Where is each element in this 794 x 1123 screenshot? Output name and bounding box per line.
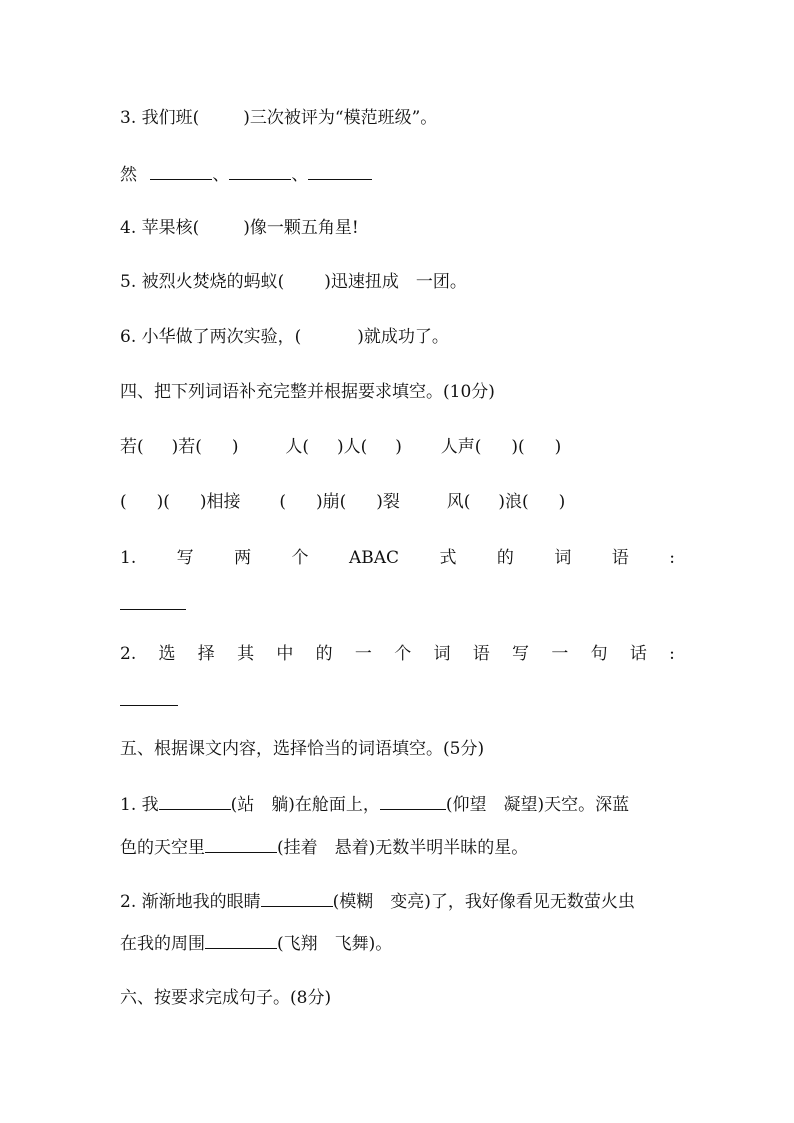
section-6-heading: 六、按要求完成句子。(8分) <box>120 988 332 1008</box>
s5-text: (飞翔 飞舞)。 <box>277 934 393 954</box>
s5-text: 1. 我 <box>120 795 159 815</box>
s5-text: (模糊 变亮)了，我好像看见无数萤火虫 <box>332 892 635 912</box>
q1-answer-blank[interactable] <box>120 592 186 610</box>
idiom-3-part-a: 人声( <box>440 437 482 457</box>
section-4-heading: 四、把下列词语补充完整并根据要求填空。(10分) <box>120 382 495 402</box>
s5-text: 在我的周围 <box>120 934 205 954</box>
q2-answer-line[interactable] <box>120 688 178 712</box>
q2-char: 个 <box>394 644 412 664</box>
s5-blank-1[interactable] <box>159 792 231 810</box>
q6-suffix: )就成功了。 <box>357 327 449 347</box>
ran-sep-2: 、 <box>291 165 309 185</box>
section-5-heading: 五、根据课文内容，选择恰当的词语填空。(5分) <box>120 739 485 759</box>
idiom-4-part-a: ( <box>120 492 127 512</box>
q5-prefix: 5. 被烈火焚烧的蚂蚁( <box>120 272 285 292</box>
idiom-1-part-a: 若( <box>120 437 144 457</box>
idiom-6-part-b: )浪( <box>498 492 529 512</box>
idiom-row-1 <box>120 435 561 459</box>
ran-blank-3[interactable] <box>308 162 372 180</box>
ran-label: 然 <box>120 165 137 185</box>
q2-char: 写 <box>512 644 530 664</box>
q2-answer-blank[interactable] <box>120 688 178 706</box>
section-5-line-3 <box>120 889 635 913</box>
q2-char: 择 <box>197 644 215 664</box>
q2-char: 词 <box>433 644 451 664</box>
s5-blank-3[interactable] <box>205 835 277 853</box>
q1-answer-line[interactable] <box>120 592 186 616</box>
idiom-3-part-c: ) <box>554 437 562 457</box>
ran-blank-1[interactable] <box>150 162 212 180</box>
section-5-line-4 <box>120 931 392 955</box>
q1-char: 写 <box>176 548 194 568</box>
q2-char: 一 <box>354 644 372 664</box>
q2-char: 其 <box>237 644 255 664</box>
q1-char: ABAC <box>348 548 400 568</box>
idiom-1-part-c: ) <box>231 437 239 457</box>
q4-suffix: )像一颗五角星! <box>243 218 359 238</box>
question-6 <box>120 325 449 349</box>
q2-char: 语 <box>472 644 490 664</box>
section-4-question-2 <box>120 642 675 666</box>
q6-prefix: 6. 小华做了两次实验，( <box>120 327 302 347</box>
q1-char: 式 <box>439 548 457 568</box>
q3-prefix: 3. 我们班( <box>120 108 200 128</box>
q1-char: 的 <box>496 548 514 568</box>
q4-prefix: 4. 苹果核( <box>120 218 200 238</box>
q2-char: 一 <box>551 644 569 664</box>
s5-text: (仰望 凝望)天空。深蓝 <box>445 795 630 815</box>
idiom-2-part-c: ) <box>395 437 402 457</box>
q1-char: 两 <box>234 548 252 568</box>
idiom-6-part-a: 风( <box>446 492 471 512</box>
idiom-3-part-b: )( <box>511 437 525 457</box>
question-5 <box>120 270 467 294</box>
s5-text: 色的天空里 <box>120 838 205 858</box>
q3-suffix: )三次被评为“模范班级”。 <box>243 108 438 128</box>
s5-blank-2[interactable] <box>380 792 446 810</box>
idiom-5-part-a: ( <box>279 492 286 512</box>
idiom-5-part-c: )裂 <box>376 492 400 512</box>
q1-char: 个 <box>291 548 309 568</box>
q2-char: 2. <box>120 644 137 664</box>
q2-char: 选 <box>158 644 176 664</box>
idiom-6-part-c: ) <box>558 492 566 512</box>
s5-text: (挂着 悬着)无数半明半昧的星。 <box>277 838 529 858</box>
q2-char: 中 <box>276 644 294 664</box>
question-4 <box>120 216 359 240</box>
ran-blank-2[interactable] <box>229 162 291 180</box>
idiom-5-part-b: )崩( <box>316 492 347 512</box>
section-4-question-1 <box>120 546 675 570</box>
idiom-4-part-c: )相接 <box>199 492 241 512</box>
s5-blank-4[interactable] <box>261 889 333 907</box>
ran-line <box>120 162 372 186</box>
q2-char: 话 <box>629 644 647 664</box>
section-5-line-2 <box>120 835 528 859</box>
s5-text: 2. 渐渐地我的眼睛 <box>120 892 261 912</box>
q1-char: 词 <box>554 548 572 568</box>
q2-char: 的 <box>315 644 333 664</box>
s5-text: (站 躺)在舱面上， <box>230 795 380 815</box>
q5-suffix: )迅速扭成 一团。 <box>324 272 467 292</box>
idiom-2-part-b: )人( <box>337 437 368 457</box>
q1-char: 1. <box>120 548 137 568</box>
ran-sep-1: 、 <box>212 165 230 185</box>
idiom-1-part-b: )若( <box>171 437 202 457</box>
q2-char: : <box>669 644 675 664</box>
q2-char: 句 <box>590 644 608 664</box>
section-5-line-1 <box>120 792 629 816</box>
idiom-4-part-b: )( <box>156 492 170 512</box>
q1-char: 语 <box>611 548 629 568</box>
q1-char: : <box>669 548 675 568</box>
idiom-row-2 <box>120 490 565 514</box>
question-3 <box>120 106 437 130</box>
s5-blank-5[interactable] <box>205 931 277 949</box>
idiom-2-part-a: 人( <box>285 437 309 457</box>
